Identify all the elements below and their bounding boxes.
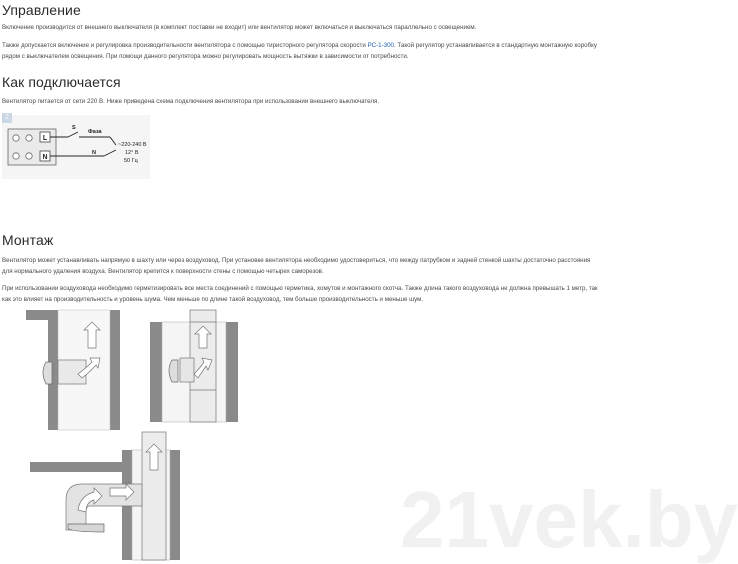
control-p2-before: Также допускается включение и регулировка производительности вентилятора с помощью тиристорного регулятора скорости bbox=[2, 42, 368, 49]
voltage-label-2: 12° В bbox=[125, 150, 139, 156]
fan-body bbox=[180, 358, 194, 382]
watermark-logo: 21vek.by bbox=[400, 475, 738, 564]
screw-icon bbox=[26, 153, 32, 159]
wiring-diagram bbox=[2, 115, 150, 179]
section-title-control: Управление bbox=[2, 2, 81, 18]
control-paragraph-2 bbox=[2, 40, 598, 62]
screw-icon bbox=[13, 153, 19, 159]
fan-grille-icon bbox=[68, 524, 104, 532]
switch-label: S bbox=[72, 125, 76, 131]
frequency-label: 50 Гц bbox=[124, 158, 138, 164]
mount-paragraph-1: Вентилятор может устанавливать напрямую в шахту или через воздуховод. При установке вентилятора необходимо удостовериться, что между патрубком и задней стенкой шахты достаточно расстояния для нормального удаления воздуха. Вентилятор крепится к поверхности стены с помощью четырех саморезов. bbox=[2, 257, 591, 275]
regulator-link[interactable]: РС-1-300 bbox=[367, 42, 394, 49]
voltage-label: ~220-240 В bbox=[118, 142, 147, 148]
fan-grille-icon bbox=[43, 362, 52, 384]
phase-label: Фаза bbox=[88, 129, 102, 135]
fan-grille-icon bbox=[169, 360, 178, 382]
mount-paragraph-2: При использовании воздуховода необходимо герметизировать все места соединений с помощью герметика, хомутов и монтажного скотча. Также длина такого воздуховода не должна превышать 1 метр, так как это влияет на производительность и уровень шума. Чем меньше по длине такой воздуховод, тем больше производительность и меньше шум. bbox=[2, 285, 598, 303]
switch-icon bbox=[68, 132, 78, 137]
terminal-l-label: L bbox=[42, 135, 48, 142]
control-p2-after: . Такой регулятор устанавливается в стандартную монтажную коробку рядом с выключателем освещения. При помощи данного регулятора можно регулировать мощность вытяжки в зависимости от потребности. bbox=[2, 42, 598, 60]
connect-paragraph-1: Вентилятор питается от сети 220 В. Ниже приведена схема подключения вентилятора при использовании внешнего выключателя. bbox=[2, 98, 380, 105]
neutral-label: N bbox=[92, 150, 96, 156]
scheme-number-badge: 2 bbox=[2, 113, 12, 123]
section-title-connect: Как подключается bbox=[2, 74, 121, 90]
screw-icon bbox=[13, 135, 19, 141]
wall bbox=[150, 322, 162, 422]
illustration-duct-shaft bbox=[150, 310, 238, 422]
illustration-direct-shaft bbox=[26, 310, 120, 430]
wiring-scheme bbox=[2, 115, 150, 179]
illustration-elbow-duct bbox=[30, 432, 180, 560]
wall bbox=[30, 462, 130, 472]
terminal-n-label: N bbox=[42, 154, 48, 161]
control-paragraph-1: Включение производится от внешнего выключателя (в комплект поставки не входит) или вентилятор может включаться и выключаться параллельно с освещением. bbox=[2, 24, 477, 31]
section-title-mount: Монтаж bbox=[2, 232, 54, 248]
screw-icon bbox=[26, 135, 32, 141]
